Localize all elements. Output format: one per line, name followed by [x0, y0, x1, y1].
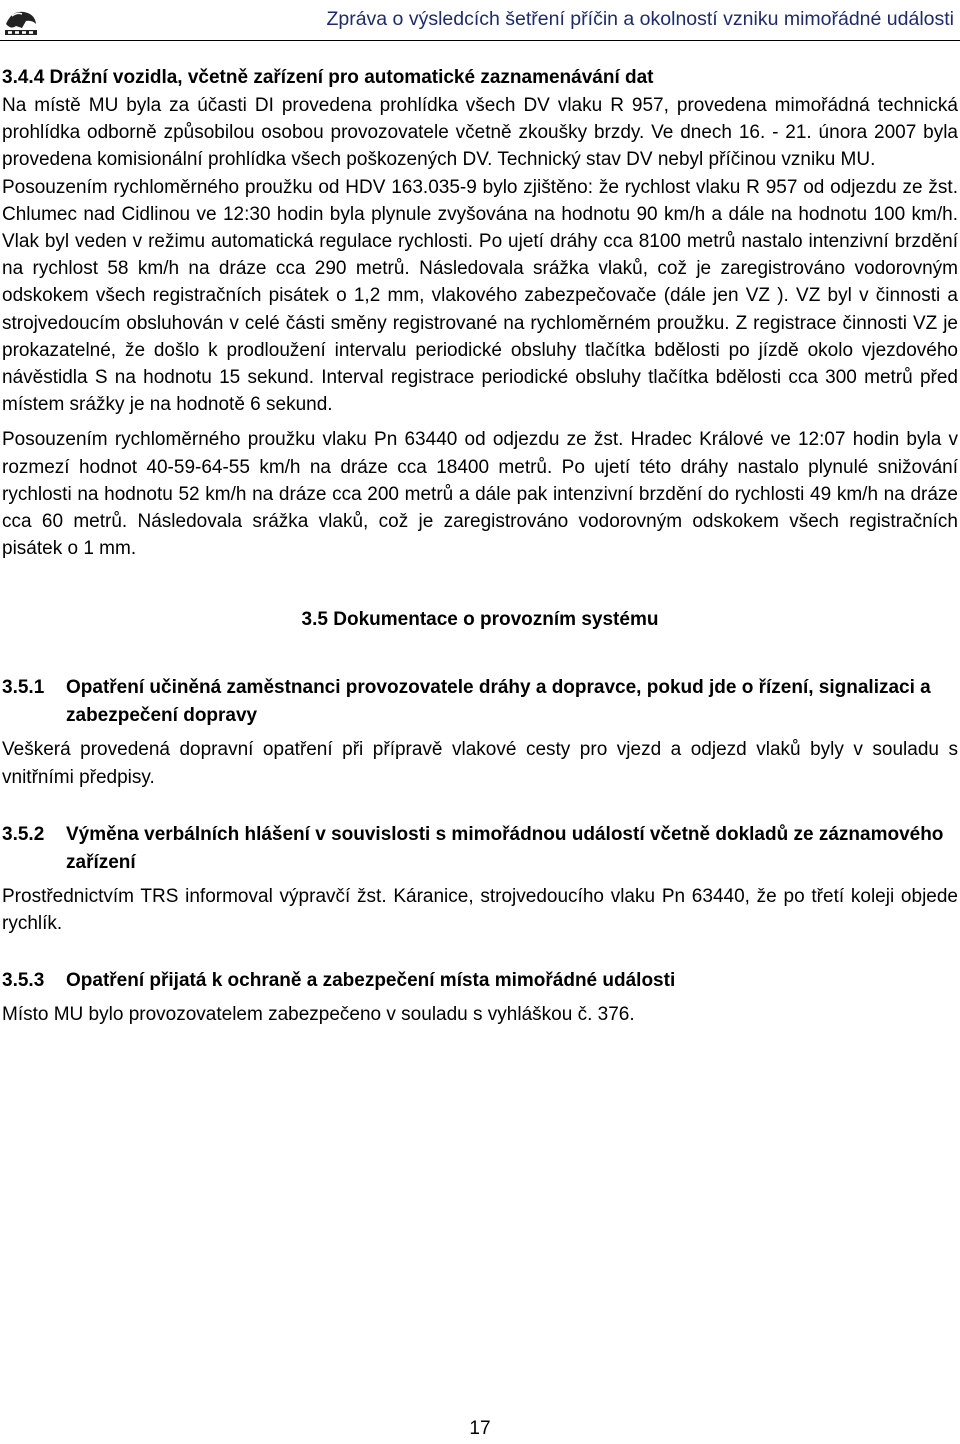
- section-title: Dokumentace o provozním systému: [333, 609, 659, 631]
- section-title: Opatření přijatá k ochraně a zabezpečení místa mimořádné události: [66, 970, 676, 992]
- paragraph-traffic-measures: Veškerá provedená dopravní opatření při přípravě vlakové cesty pro vjezd a odjezd vlaků byly v souladu s vnitřními předpisy.: [2, 739, 958, 788]
- section-heading-3-5-2: [2, 821, 958, 877]
- paragraph-site-protection: Místo MU bylo provozovatelem zabezpečeno v souladu s vyhláškou č. 376.: [2, 1004, 635, 1026]
- document-body: [2, 64, 958, 1028]
- section-heading-3-5-3: [2, 967, 958, 995]
- page-number: 17: [469, 1418, 491, 1439]
- agency-logo-icon: [2, 4, 40, 38]
- section-heading-3-4-4: [2, 64, 958, 92]
- section-number: 3.5.2: [2, 823, 45, 845]
- header-divider: [0, 40, 960, 41]
- section-title: Opatření učiněná zaměstnanci provozovatele dráhy a dopravce, pokud jde o řízení, signalizaci a zabezpečení dopravy: [66, 677, 931, 727]
- paragraph-vehicle-inspection: Na místě MU byla za účasti DI provedena prohlídka všech DV vlaku R 957, provedena mimořádná technická prohlídka odborně způsobilou osobou provozovatele včetně zkoušky brzdy. Ve dnech 16. - 21. února 2007 byla provedena komisionální prohlídka všech poškozených DV. Technický stav DV nebyl příčinou vzniku MU.: [2, 95, 958, 171]
- section-heading-3-5-1: [2, 674, 958, 730]
- section-title: Výměna verbálních hlášení v souvislosti s mimořádnou událostí včetně dokladů ze záznamového zařízení: [66, 823, 944, 873]
- section-number: 3.5: [301, 609, 328, 631]
- document-running-title: Zpráva o výsledcích šetření příčin a okolností vzniku mimořádné události: [326, 8, 954, 30]
- section-heading-3-5: [2, 606, 958, 634]
- page-header: [0, 0, 960, 44]
- paragraph-speed-record-pn63440: Posouzením rychloměrného proužku vlaku Pn 63440 od odjezdu ze žst. Hradec Králové ve 12:07 hodin byla v rozmezí hodnot 40-59-64-55 km/h na dráze cca 18400 metrů. Po ujetí této dráhy nastalo plynulé snižování rychlosti na hodnotu 52 km/h na dráze cca 200 metrů a dále pak intenzivní brzdění do rychlosti 49 km/h na dráze cca 60 metrů. Následovala srážka vlaků, což je zaregistrováno vodorovným odskokem všech registračních pisátek o 1 mm.: [2, 429, 958, 560]
- paragraph-verbal-messages: Prostřednictvím TRS informoval výpravčí žst. Káranice, strojvedoucího vlaku Pn 63440, že po třetí koleji objede rychlík.: [2, 885, 958, 935]
- section-number: 3.5.3: [2, 970, 45, 992]
- paragraph-speed-record-r957: Posouzením rychloměrného proužku od HDV 163.035-9 bylo zjištěno: že rychlost vlaku R 957 od odjezdu ze žst. Chlumec nad Cidlinou ve 12:30 hodin byla plynule zvyšována na hodnotu 90 km/h a dále na hodnotu 100 km/h. Vlak byl veden v režimu automatická regulace rychlosti. Po ujetí dráhy cca 8100 metrů nastalo intenzivní brzdění na rychlost 58 km/h na dráze cca 290 metrů. Následovala srážka vlaků, což je zaregistrováno vodorovným odskokem všech registračních pisátek o 1,2 mm, vlakového zabezpečovače (dále jen VZ ). VZ byl v činnosti a strojvedoucím obsluhován v celé části směny registrované na rychloměrném proužku. Z registrace činnosti VZ je prokazatelné, že došlo k prodloužení intervalu periodické obsluhy tlačítka bdělosti po jízdě okolo vjezdového návěstidla S na hodnotu 15 sekund. Interval registrace periodické obsluhy tlačítka bdělosti cca 300 metrů před místem srážky je na hodnotě 6 sekund.: [2, 176, 958, 416]
- section-number: 3.4.4: [2, 67, 45, 88]
- section-number: 3.5.1: [2, 677, 45, 699]
- section-title: Drážní vozidla, včetně zařízení pro automatické zaznamenávání dat: [49, 67, 654, 88]
